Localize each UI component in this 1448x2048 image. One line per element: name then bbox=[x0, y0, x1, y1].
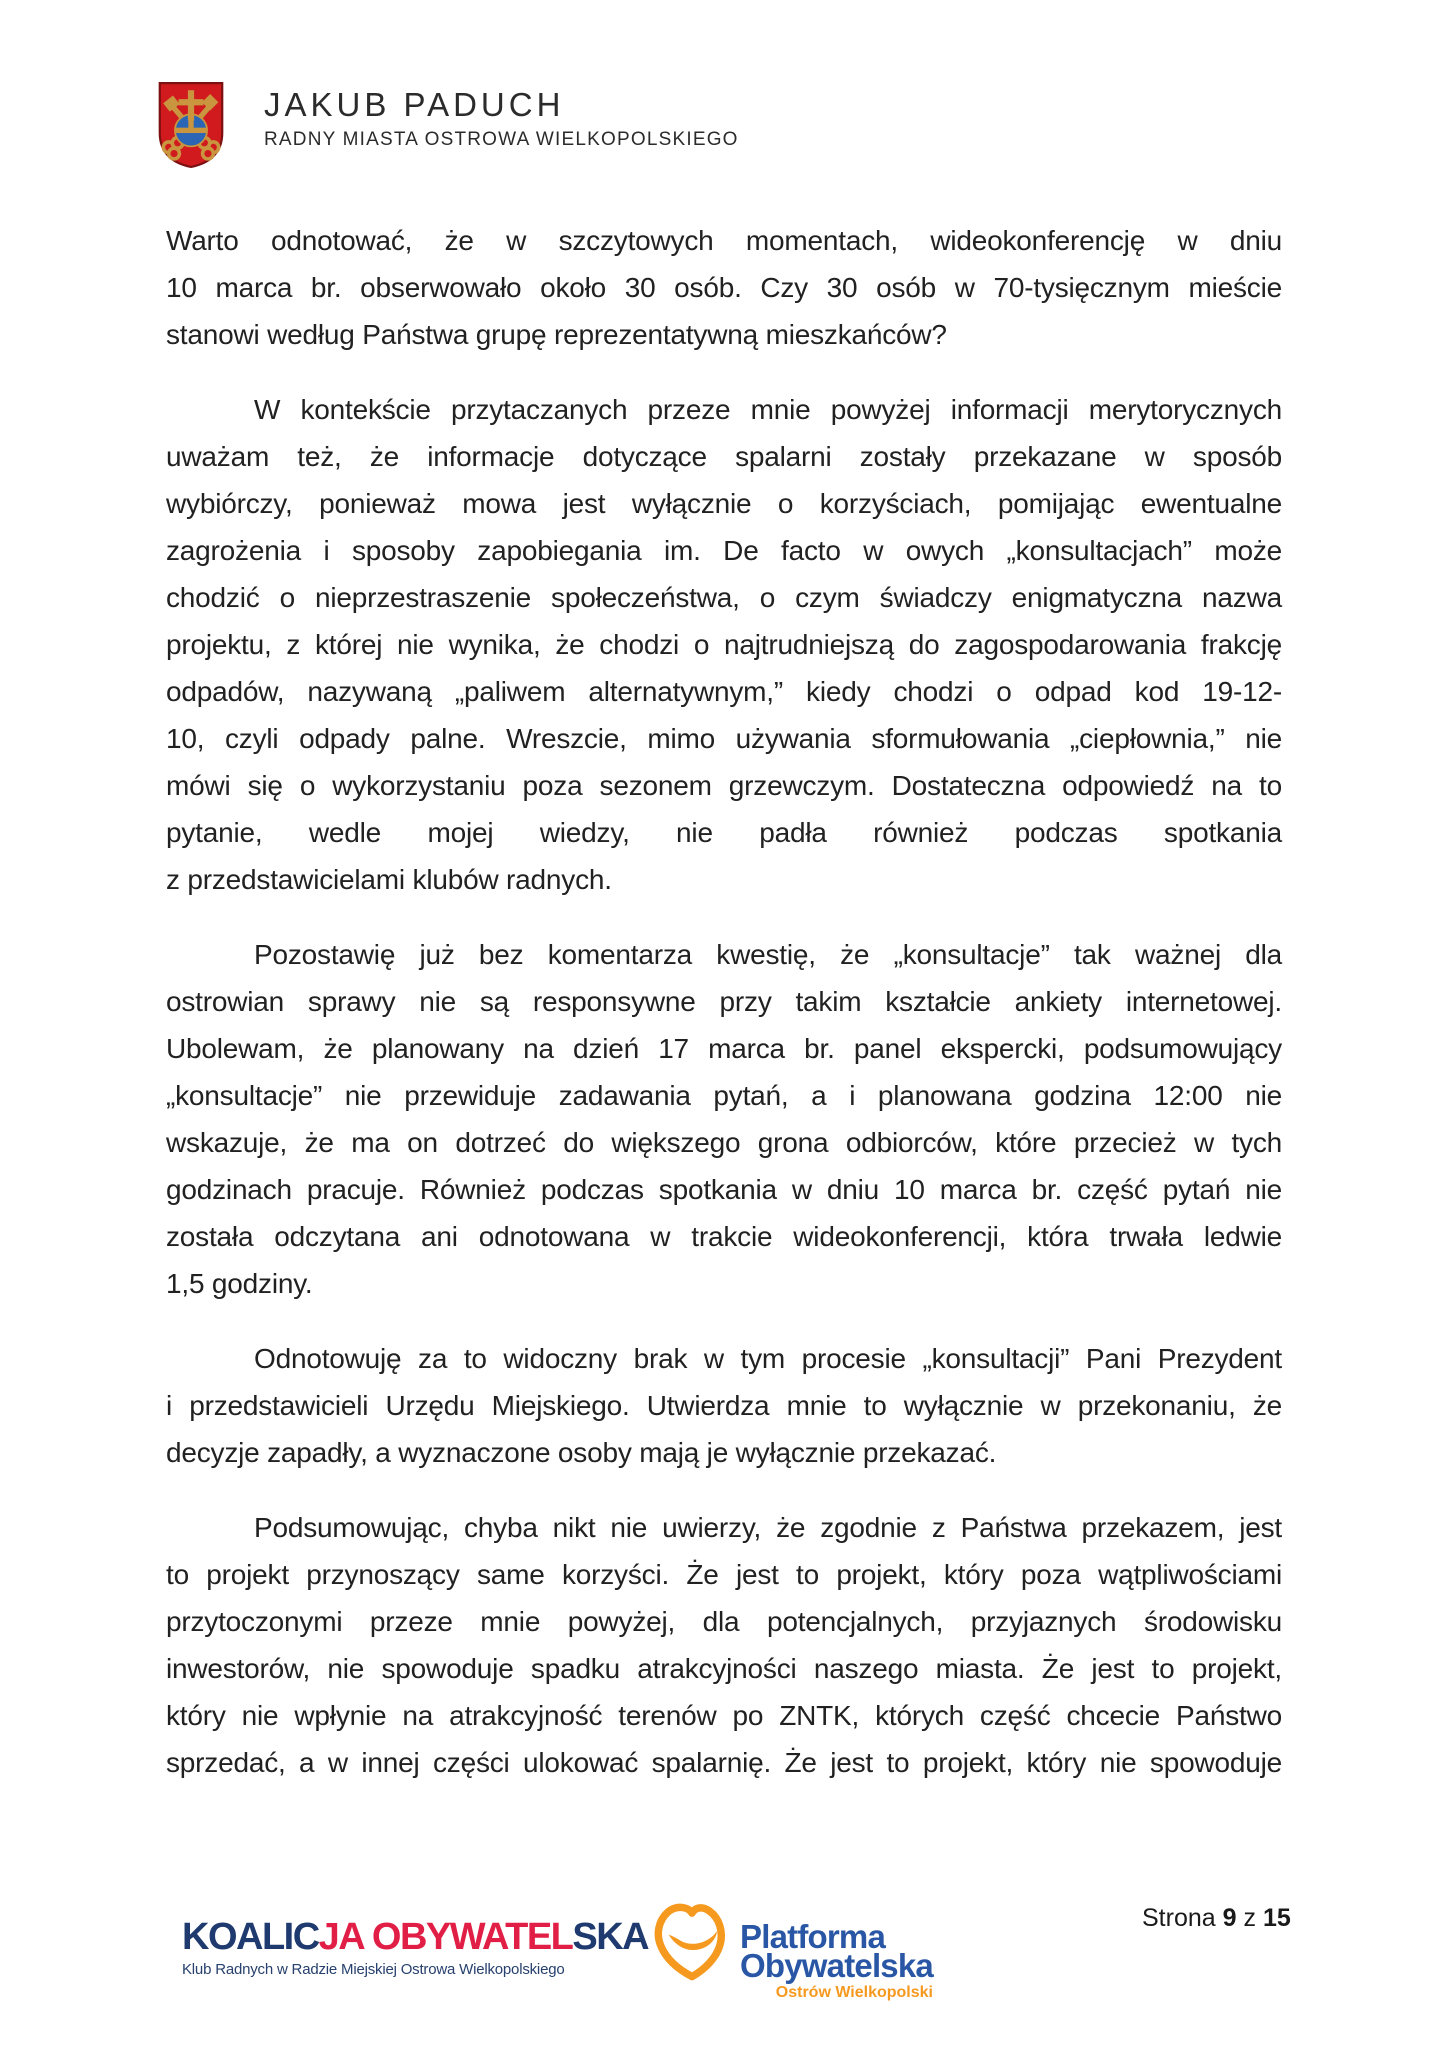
text-line: W kontekście przytaczanych przeze mnie powyżej informacji merytorycznych bbox=[254, 394, 1282, 425]
author-name: JAKUB PADUCH bbox=[264, 86, 565, 123]
text-line: który nie wpłynie na atrakcyjność terenów po ZNTK, których część chcecie Państwo bbox=[166, 1700, 1282, 1731]
page-number-total: 15 bbox=[1262, 1904, 1291, 1932]
page-number-label: Strona bbox=[1142, 1904, 1216, 1932]
text-line: 10, czyli odpady palne. Wreszcie, mimo używania sformułowania „ciepłownia,” nie bbox=[166, 723, 1282, 754]
text-line: i przedstawicieli Urzędu Miejskiego. Utwierdza mnie to wyłącznie w przekonaniu, że bbox=[166, 1390, 1282, 1421]
text-line: odpadów, nazywaną „paliwem alternatywnym,” kiedy chodzi o odpad kod 19-12- bbox=[166, 676, 1282, 707]
paragraph bbox=[166, 386, 1282, 903]
text-line: zagrożenia i sposoby zapobiegania im. De facto w owych „konsultacjach” może bbox=[166, 535, 1282, 566]
text-line: to projekt przynoszący same korzyści. Że jest to projekt, który poza wątpliwościami bbox=[166, 1559, 1282, 1590]
koalicja-obywatelska-logo bbox=[182, 1916, 649, 1979]
paragraph bbox=[166, 1504, 1282, 1786]
po-emblem-icon bbox=[650, 1900, 734, 1986]
page-number-separator: z bbox=[1243, 1904, 1256, 1932]
paragraph bbox=[166, 1335, 1282, 1476]
paragraph bbox=[166, 931, 1282, 1307]
text-line: Warto odnotować, że w szczytowych momentach, wideokonferencję w dniu bbox=[166, 225, 1282, 256]
author-role: RADNY MIASTA OSTROWA WIELKOPOLSKIEGO bbox=[264, 129, 739, 150]
text-line: Pozostawię już bez komentarza kwestię, że „konsultacje” tak ważnej dla bbox=[254, 939, 1282, 970]
po-logo-line1: Platforma bbox=[740, 1918, 886, 1955]
text-line: z przedstawicielami klubów radnych. bbox=[166, 864, 612, 895]
text-line: Podsumowując, chyba nikt nie uwierzy, że zgodnie z Państwa przekazem, jest bbox=[254, 1512, 1282, 1543]
text-line: uważam też, że informacje dotyczące spalarni zostały przekazane w sposób bbox=[166, 441, 1282, 472]
text-line: została odczytana ani odnotowana w trakcie wideokonferencji, która trwała ledwie bbox=[166, 1221, 1282, 1252]
text-line: przytoczonymi przeze mnie powyżej, dla potencjalnych, przyjaznych środowisku bbox=[166, 1606, 1282, 1637]
platforma-obywatelska-logo bbox=[650, 1900, 933, 2003]
text-line: decyzje zapadły, a wyznaczone osoby mają je wyłącznie przekazać. bbox=[166, 1437, 997, 1468]
text-line: ostrowian sprawy nie są responsywne przy takim kształcie ankiety internetowej. bbox=[166, 986, 1282, 1017]
text-line: godzinach pracuje. Również podczas spotkania w dniu 10 marca br. część pytań nie bbox=[166, 1174, 1282, 1205]
text-line: Odnotowuję za to widoczny brak w tym procesie „konsultacji” Pani Prezydent bbox=[254, 1343, 1282, 1374]
text-line: inwestorów, nie spowoduje spadku atrakcyjności naszego miasta. Że jest to projekt, bbox=[166, 1653, 1282, 1684]
text-line: wybiórczy, ponieważ mowa jest wyłącznie o korzyściach, pomijając ewentualne bbox=[166, 488, 1282, 519]
letterhead bbox=[0, 0, 1448, 200]
text-line: stanowi według Państwa grupę reprezentatywną mieszkańców? bbox=[166, 319, 947, 350]
document-body bbox=[166, 217, 1282, 1786]
text-line: Ubolewam, że planowany na dzień 17 marca br. panel ekspercki, podsumowujący bbox=[166, 1033, 1282, 1064]
text-line: mówi się o wykorzystaniu poza sezonem grzewczym. Dostateczna odpowiedź na to bbox=[166, 770, 1282, 801]
text-line: pytanie, wedle mojej wiedzy, nie padła również podczas spotkania bbox=[166, 817, 1282, 848]
text-line: chodzić o nieprzestraszenie społeczeństwa, o czym świadczy enigmatyczna nazwa bbox=[166, 582, 1282, 613]
page-number-current: 9 bbox=[1222, 1904, 1237, 1932]
page-number bbox=[1142, 1904, 1291, 1933]
text-line: 1,5 godziny. bbox=[166, 1268, 313, 1299]
ko-title-part1: KOALIC bbox=[182, 1916, 319, 1958]
text-line: 10 marca br. obserwowało około 30 osób. Czy 30 osób w 70-tysięcznym mieście bbox=[166, 272, 1282, 303]
ostrow-city-crest-icon bbox=[158, 78, 224, 172]
text-line: wskazuje, że ma on dotrzeć do większego grona odbiorców, które przecież w tych bbox=[166, 1127, 1282, 1158]
text-line: sprzedać, a w innej części ulokować spalarnię. Że jest to projekt, który nie spowoduje bbox=[166, 1747, 1282, 1778]
ko-title-part2: JA OBYWATEL bbox=[318, 1916, 573, 1958]
text-line: „konsultacje” nie przewiduje zadawania pytań, a i planowana godzina 12:00 nie bbox=[166, 1080, 1282, 1111]
text-line: projektu, z której nie wynika, że chodzi o najtrudniejszą do zagospodarowania frakcję bbox=[166, 629, 1282, 660]
ko-logo-title bbox=[182, 1916, 649, 1958]
ko-title-part3: SKA bbox=[572, 1916, 649, 1958]
po-logo-subtitle: Ostrów Wielkopolski bbox=[775, 1984, 933, 2001]
po-logo-line2: Obywatelska bbox=[740, 1947, 933, 1984]
ko-logo-subtitle: Klub Radnych w Radzie Miejskiej Ostrowa Wielkopolskiego bbox=[182, 1961, 565, 1978]
page-footer bbox=[0, 1890, 1448, 2048]
paragraph bbox=[166, 217, 1282, 358]
